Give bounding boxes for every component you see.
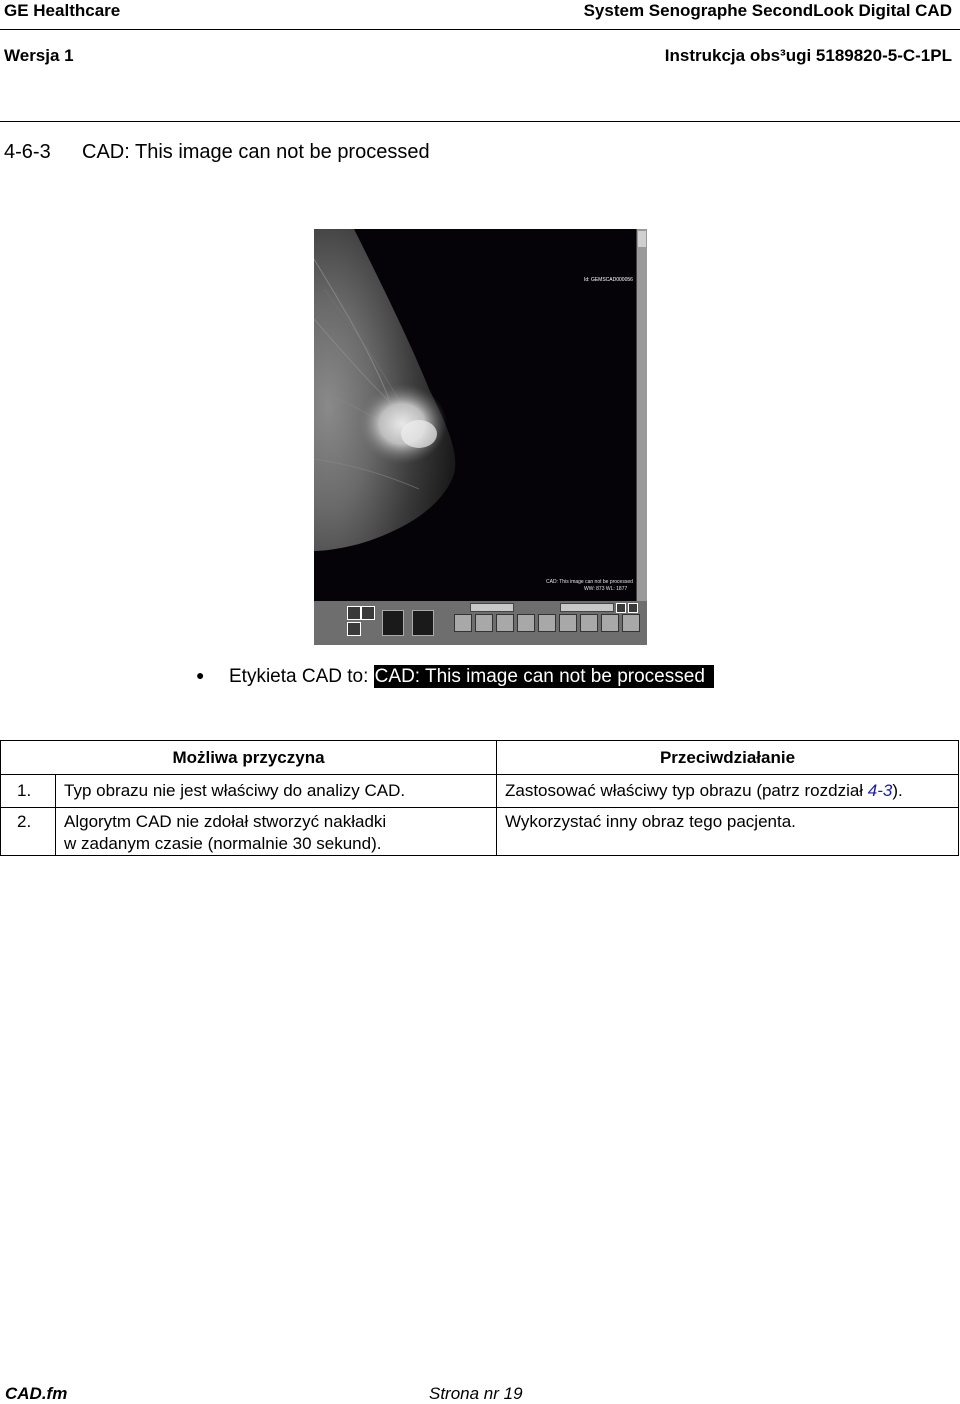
section-number: 4-6-3 (4, 141, 51, 163)
cad-label-sample: CAD: This image can not be processed (374, 665, 714, 688)
series-tile-3[interactable] (496, 614, 514, 632)
table-row (1, 808, 959, 856)
series-tile-1[interactable] (454, 614, 472, 632)
protocol-field[interactable] (560, 603, 614, 612)
series-tile-8[interactable] (601, 614, 619, 632)
header-action: Przeciwdziałanie (497, 741, 959, 775)
scrollbar-thumb[interactable] (638, 231, 646, 247)
series-tile-9[interactable] (622, 614, 640, 632)
row-action (497, 775, 959, 808)
scenario-field[interactable] (470, 603, 514, 612)
window-level-readout: WW: 873 WL: 1877 (584, 586, 628, 592)
study-thumbnail-2[interactable] (412, 610, 434, 636)
chevron-down-icon-2[interactable] (628, 603, 638, 613)
version-label: Wersja 1 (4, 46, 74, 65)
product-name: System Senographe SecondLook Digital CAD (583, 1, 952, 20)
row-cause-line-2: w zadanym czasie (normalnie 30 sekund). (64, 834, 382, 853)
row-cause: Typ obrazu nie jest właściwy do analizy CAD. (56, 775, 497, 808)
layout-icon[interactable] (347, 606, 361, 620)
row-action: Wykorzystać inny obraz tego pacjenta. (497, 808, 959, 856)
image-cad-message: CAD: This image can not be processed (546, 579, 633, 585)
row-action-end: ). (892, 781, 903, 800)
row-cause (56, 808, 497, 856)
header-rule-2 (0, 121, 960, 122)
image-scrollbar[interactable] (636, 229, 647, 601)
study-thumbnail-1[interactable] (382, 610, 404, 636)
book-icon[interactable] (347, 622, 361, 636)
row-number: 1. (1, 775, 56, 808)
chapter-link[interactable]: 4-3 (867, 781, 893, 800)
mammogram-image (314, 229, 636, 601)
header-cause: Możliwa przyczyna (1, 741, 497, 775)
section-title: CAD: This image can not be processed (82, 141, 430, 163)
footer-page-number: Strona nr 19 (429, 1384, 523, 1403)
troubleshooting-table (0, 740, 959, 856)
row-action-text: Zastosować właściwy typ obrazu (patrz rozdział (505, 781, 868, 800)
footer-filename: CAD.fm (5, 1384, 68, 1403)
company-name: GE Healthcare (4, 1, 121, 20)
table-header-row (1, 741, 959, 775)
manual-number: Instrukcja obs³ugi 5189820-5-C-1PL (664, 46, 952, 65)
series-tile-6[interactable] (559, 614, 577, 632)
image-id-label: Id: GEMSCAD000056 (584, 277, 633, 283)
cad-label-bullet (196, 666, 714, 688)
row-cause-line-1: Algorytm CAD nie zdołał stworzyć nakładki (64, 812, 387, 831)
series-tile-4[interactable] (517, 614, 535, 632)
table-row (1, 775, 959, 808)
mammogram-screenshot (314, 229, 647, 645)
viewer-toolbar (314, 601, 647, 645)
bullet-prefix: Etykieta CAD to: (229, 666, 369, 687)
bullet-icon: ● (196, 667, 205, 683)
series-tile-7[interactable] (580, 614, 598, 632)
series-tile-2[interactable] (475, 614, 493, 632)
layout-grid-icon[interactable] (361, 606, 375, 620)
chevron-down-icon[interactable] (616, 603, 626, 613)
section-heading (4, 141, 430, 164)
row-number: 2. (1, 808, 56, 856)
header-rule (0, 29, 960, 30)
series-tile-5[interactable] (538, 614, 556, 632)
